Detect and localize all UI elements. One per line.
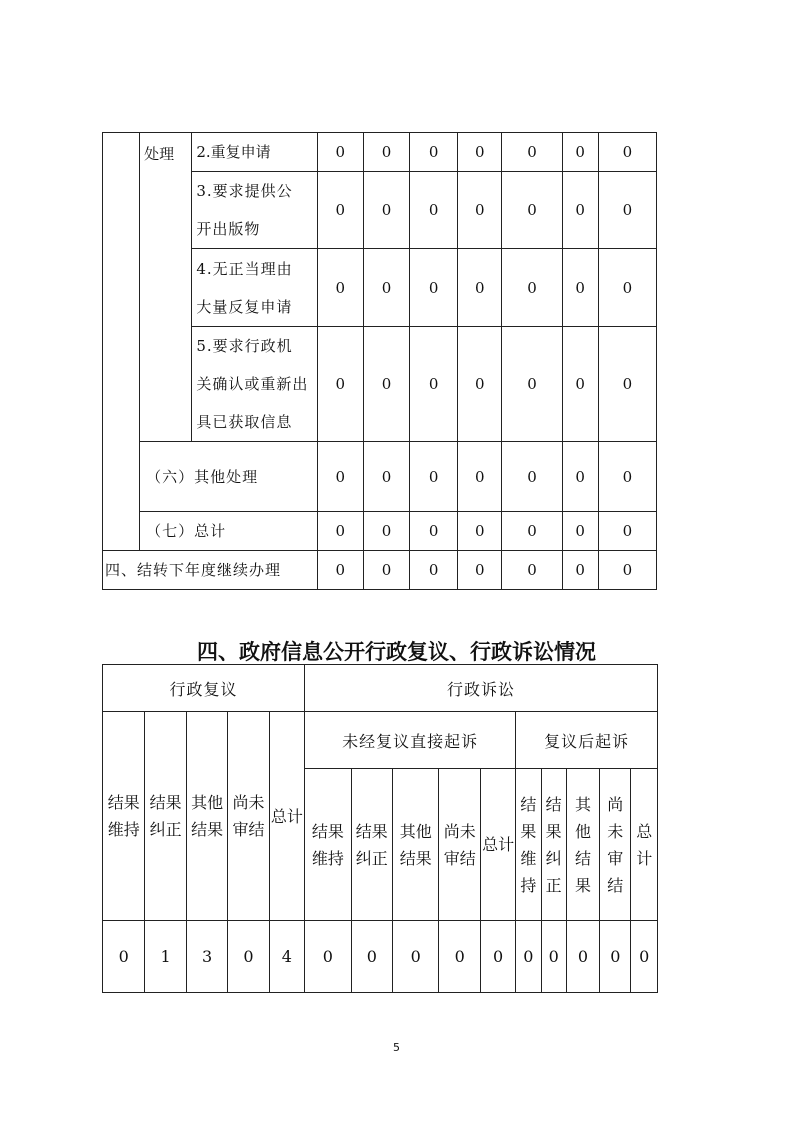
value-cell: 0 (566, 921, 599, 993)
cell: 0 (598, 133, 656, 172)
cell: 0 (502, 551, 562, 590)
cell: 0 (458, 442, 502, 512)
cell: 0 (458, 172, 502, 249)
cell: 0 (598, 512, 656, 551)
direct-col-header: 结果 维持 (305, 769, 351, 921)
cell: 0 (410, 442, 458, 512)
cell: 0 (363, 442, 409, 512)
disposal-table (102, 132, 657, 590)
cell: 0 (562, 512, 598, 551)
cell: 0 (317, 551, 363, 590)
direct-col-header: 结果 纠正 (351, 769, 392, 921)
cell: 0 (598, 442, 656, 512)
cell: 0 (363, 172, 409, 249)
review-col-header: 结果 纠正 (145, 712, 186, 921)
value-cell: 0 (351, 921, 392, 993)
group-label: 处理 (140, 133, 192, 442)
blank-indent-cell (103, 133, 140, 551)
cell: 0 (317, 442, 363, 512)
cell: 0 (458, 327, 502, 442)
value-cell: 0 (516, 921, 541, 993)
section-title: 四、政府信息公开行政复议、行政诉讼情况 (197, 640, 596, 664)
after-review-header: 复议后起诉 (516, 712, 658, 769)
review-col-header: 尚未 审结 (228, 712, 269, 921)
value-cell: 0 (541, 921, 566, 993)
total-label: （七）总计 (140, 512, 318, 551)
cell: 0 (317, 133, 363, 172)
value-cell: 0 (480, 921, 515, 993)
value-cell: 0 (600, 921, 631, 993)
after-col-header: 其 他 结 果 (566, 769, 599, 921)
cell: 0 (363, 249, 409, 327)
other-label: （六）其他处理 (140, 442, 318, 512)
cell: 0 (458, 133, 502, 172)
review-header: 行政复议 (103, 665, 305, 712)
carry-over-label: 四、结转下年度继续办理 (103, 551, 318, 590)
cell: 0 (410, 512, 458, 551)
cell: 0 (458, 551, 502, 590)
cell: 0 (562, 249, 598, 327)
cell: 0 (458, 249, 502, 327)
cell: 0 (458, 512, 502, 551)
value-cell: 0 (393, 921, 439, 993)
cell: 0 (562, 172, 598, 249)
cell: 0 (363, 327, 409, 442)
cell: 0 (410, 249, 458, 327)
value-cell: 0 (439, 921, 480, 993)
page-number: 5 (393, 1041, 400, 1054)
cell: 0 (562, 133, 598, 172)
cell: 0 (598, 551, 656, 590)
cell: 0 (502, 249, 562, 327)
cell: 0 (410, 133, 458, 172)
row-label: 4.无正当理由 大量反复申请 (192, 249, 317, 327)
after-col-header: 结 果 维 持 (516, 769, 541, 921)
direct-col-header: 其他 结果 (393, 769, 439, 921)
cell: 0 (363, 512, 409, 551)
review-col-header: 总计 (269, 712, 304, 921)
cell: 0 (410, 327, 458, 442)
cell: 0 (562, 327, 598, 442)
cell: 0 (363, 133, 409, 172)
cell: 0 (363, 551, 409, 590)
cell: 0 (562, 442, 598, 512)
review-litigation-table (102, 664, 658, 993)
value-cell: 0 (228, 921, 269, 993)
after-col-header: 总 计 (631, 769, 658, 921)
row-label: 2.重复申请 (192, 133, 317, 172)
cell: 0 (502, 512, 562, 551)
cell: 0 (502, 172, 562, 249)
cell: 0 (598, 249, 656, 327)
after-col-header: 结 果 纠 正 (541, 769, 566, 921)
cell: 0 (562, 551, 598, 590)
direct-col-header: 尚未 审结 (439, 769, 480, 921)
litigation-header: 行政诉讼 (305, 665, 658, 712)
cell: 0 (410, 172, 458, 249)
review-col-header: 其他 结果 (186, 712, 227, 921)
value-cell: 0 (103, 921, 145, 993)
cell: 0 (502, 442, 562, 512)
after-col-header: 尚 未 审 结 (600, 769, 631, 921)
value-cell: 0 (305, 921, 351, 993)
row-label: 5.要求行政机 关确认或重新出 具已获取信息 (192, 327, 317, 442)
cell: 0 (598, 327, 656, 442)
cell: 0 (598, 172, 656, 249)
cell: 0 (317, 512, 363, 551)
review-col-header: 结果 维持 (103, 712, 145, 921)
cell: 0 (502, 327, 562, 442)
value-cell: 4 (269, 921, 304, 993)
cell: 0 (317, 327, 363, 442)
cell: 0 (502, 133, 562, 172)
value-cell: 3 (186, 921, 227, 993)
cell: 0 (317, 249, 363, 327)
direct-suit-header: 未经复议直接起诉 (305, 712, 516, 769)
cell: 0 (410, 551, 458, 590)
value-cell: 0 (631, 921, 658, 993)
value-cell: 1 (145, 921, 186, 993)
cell: 0 (317, 172, 363, 249)
row-label: 3.要求提供公 开出版物 (192, 172, 317, 249)
direct-col-header: 总计 (480, 769, 515, 921)
